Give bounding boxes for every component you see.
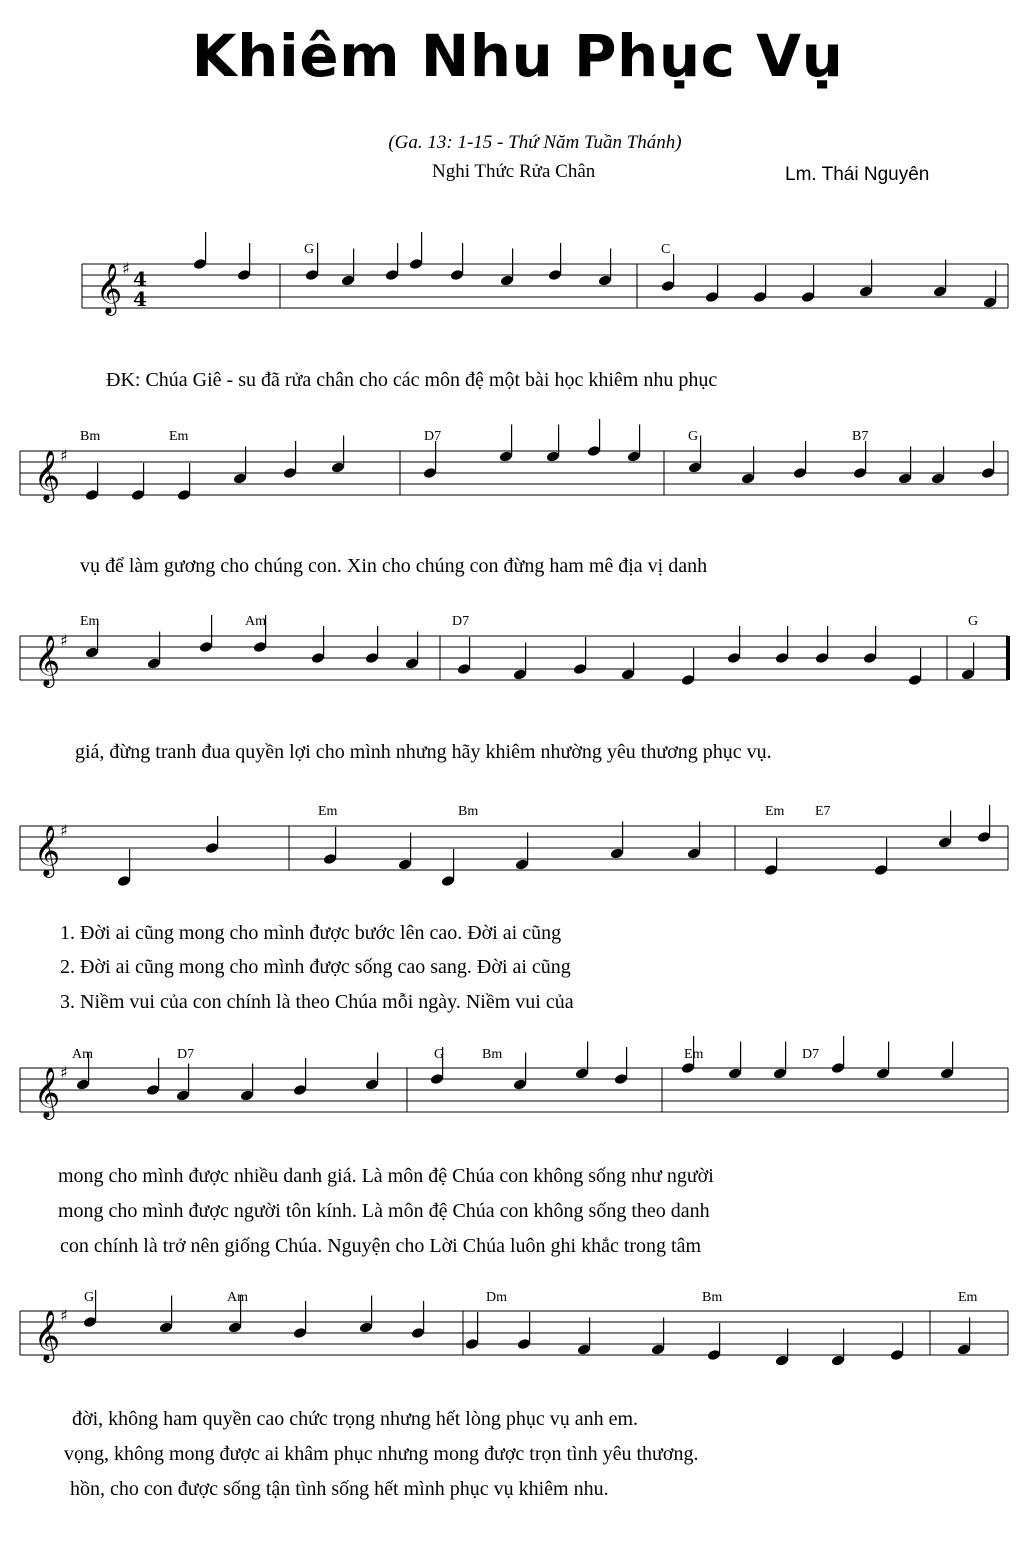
chord-symbol: Bm bbox=[702, 1290, 723, 1305]
lyric-line-verse3-3: hồn, cho con được sống tận tình sống hết mình phục vụ khiêm nhu. bbox=[70, 1478, 609, 1500]
chord-symbol: Bm bbox=[80, 429, 101, 444]
treble-clef-icon: 𝄞 bbox=[34, 450, 61, 501]
key-signature-sharp-icon: ♯ bbox=[60, 446, 68, 465]
chord-symbol: C bbox=[661, 242, 671, 257]
time-signature-top: 4 bbox=[133, 267, 147, 291]
chord-symbol: D7 bbox=[177, 1047, 195, 1062]
clefs bbox=[34, 259, 130, 1363]
chord-symbol: Dm bbox=[486, 1290, 507, 1305]
key-signature-sharp-icon: ♯ bbox=[122, 259, 130, 278]
chord-symbol: G bbox=[968, 614, 979, 629]
chord-symbol: Em bbox=[684, 1047, 704, 1062]
chord-symbol: Em bbox=[958, 1290, 978, 1305]
scripture-reference: (Ga. 13: 1-15 - Thứ Năm Tuần Thánh) bbox=[388, 132, 682, 153]
chord-symbol: D7 bbox=[424, 429, 442, 444]
chord-symbol: D7 bbox=[452, 614, 470, 629]
chord-symbol: Am bbox=[72, 1047, 93, 1062]
lyric-line-verse3-2: con chính là trở nên giống Chúa. Nguyện cho Lời Chúa luôn ghi khắc trong tâm bbox=[60, 1235, 702, 1257]
staff-lines bbox=[20, 264, 1008, 1355]
chord-symbol: G bbox=[688, 429, 699, 444]
time-signature-bottom: 4 bbox=[133, 287, 147, 311]
composer: Lm. Thái Nguyên bbox=[785, 164, 930, 185]
key-signature-sharp-icon: ♯ bbox=[60, 631, 68, 650]
lyric-line-refrain-1: ĐK: Chúa Giê - su đã rửa chân cho các môn đệ một bài học khiêm nhu phục bbox=[106, 369, 718, 391]
chord-symbol: Em bbox=[765, 804, 785, 819]
lyric-line-verse1-3: đời, không ham quyền cao chức trọng nhưng hết lòng phục vụ anh em. bbox=[72, 1408, 639, 1430]
treble-clef-icon: 𝄞 bbox=[96, 263, 123, 314]
chord-symbol: G bbox=[304, 242, 315, 257]
lyric-line-verse2-3: vọng, không mong được ai khâm phục nhưng mong được trọn tình yêu thương. bbox=[64, 1443, 699, 1465]
key-signature-sharp-icon: ♯ bbox=[60, 821, 68, 840]
treble-clef-icon: 𝄞 bbox=[34, 825, 61, 876]
chord-symbols bbox=[72, 242, 978, 1305]
treble-clef-icon: 𝄞 bbox=[34, 1067, 61, 1118]
chord-symbol: Em bbox=[169, 429, 189, 444]
song-title: Khiêm Nhu Phục Vụ bbox=[191, 22, 844, 90]
chord-symbol: G bbox=[84, 1290, 95, 1305]
chord-symbol: Em bbox=[80, 614, 100, 629]
chord-symbol: B7 bbox=[852, 429, 869, 444]
key-signature-sharp-icon: ♯ bbox=[60, 1063, 68, 1082]
chord-symbol: Em bbox=[318, 804, 338, 819]
chord-symbol: D7 bbox=[802, 1047, 820, 1062]
lyric-line-verse1-2: mong cho mình được nhiều danh giá. Là môn đệ Chúa con không sống như người bbox=[58, 1165, 714, 1187]
chord-symbol: Am bbox=[245, 614, 266, 629]
treble-clef-icon: 𝄞 bbox=[34, 635, 61, 686]
chord-symbol: G bbox=[434, 1047, 445, 1062]
bar-lines bbox=[20, 264, 1008, 1355]
ritual-name: Nghi Thức Rửa Chân bbox=[432, 161, 596, 182]
treble-clef-icon: 𝄞 bbox=[34, 1310, 61, 1361]
lyric-line-refrain-2: vụ để làm gương cho chúng con. Xin cho chúng con đừng ham mê địa vị danh bbox=[80, 555, 708, 577]
notes bbox=[76, 232, 998, 1367]
chord-symbol: E7 bbox=[815, 804, 831, 819]
lyric-line-verse3-1: 3. Niềm vui của con chính là theo Chúa mỗi ngày. Niềm vui của bbox=[60, 991, 574, 1013]
chord-symbol: Bm bbox=[482, 1047, 503, 1062]
lyric-line-verse1-1: 1. Đời ai cũng mong cho mình được bước lên cao. Đời ai cũng bbox=[60, 922, 562, 944]
chord-symbol: Am bbox=[227, 1290, 248, 1305]
lyric-line-verse2-2: mong cho mình được người tôn kính. Là môn đệ Chúa con không sống theo danh bbox=[58, 1200, 710, 1222]
lyric-line-verse2-1: 2. Đời ai cũng mong cho mình được sống cao sang. Đời ai cũng bbox=[60, 956, 571, 978]
time-signature bbox=[133, 267, 147, 311]
key-signature-sharp-icon: ♯ bbox=[60, 1306, 68, 1325]
chord-symbol: Bm bbox=[458, 804, 479, 819]
lyric-line-refrain-3: giá, đừng tranh đua quyền lợi cho mình nhưng hãy khiêm nhường yêu thương phục vụ. bbox=[75, 741, 772, 763]
